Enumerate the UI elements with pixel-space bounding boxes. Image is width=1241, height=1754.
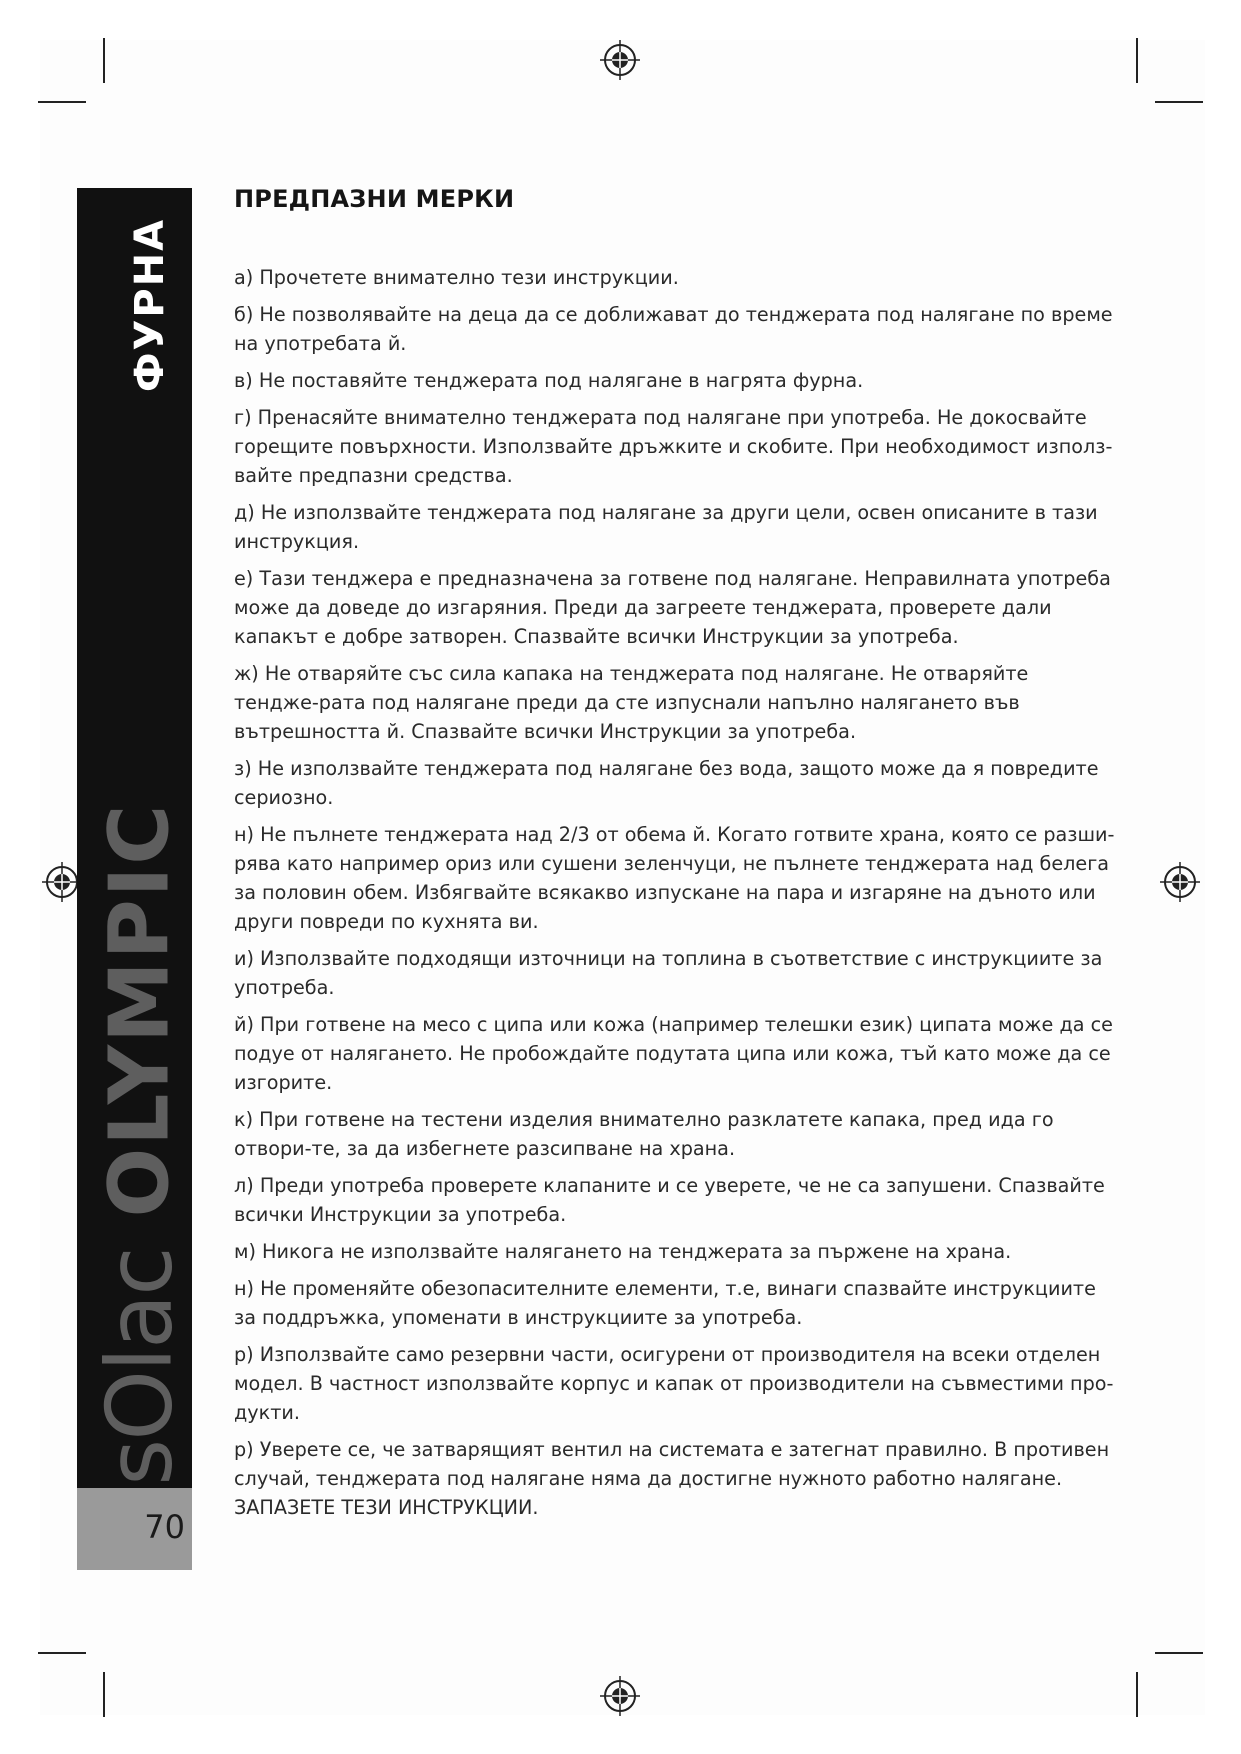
registration-mark-icon xyxy=(600,1676,640,1716)
crop-mark-top-right-vertical xyxy=(1136,38,1138,83)
crop-mark-bottom-left-vertical xyxy=(103,1672,105,1717)
crop-mark-bottom-right-vertical xyxy=(1136,1672,1138,1717)
instruction-paragraph: н) Не променяйте обезопасителните елементи, т.е, винаги спазвайте инструкциите за поддръжка, упоменати в инструкциите за употреба. xyxy=(234,1277,1096,1329)
instruction-paragraph: р) Използвайте само резервни части, осигурени от производителя на всеки отделен модел. В частност използвайте корпус и капак от производители на съвместими про-дукти. xyxy=(234,1343,1114,1424)
crop-mark-top-left-horizontal xyxy=(38,101,86,103)
instruction-paragraph: м) Никога не използвайте налягането на тенджерата за пържене на храна. xyxy=(234,1240,1012,1263)
instruction-paragraph: р) Уверете се, че затварящият вентил на системата е затегнат правилно. В противен случай, тенджерата под налягане няма да достигне нужното работно налягане. ЗАПАЗЕТЕ ТЕЗИ ИНСТРУКЦИИ. xyxy=(234,1438,1110,1519)
crop-mark-bottom-right-horizontal xyxy=(1155,1652,1203,1654)
instruction-paragraph: и) Използвайте подходящи източници на топлина в съответствие с инструкциите за употреба. xyxy=(234,947,1103,999)
page-title: ПРЕДПАЗНИ МЕРКИ xyxy=(234,185,515,213)
instruction-paragraph: н) Не пълнете тенджерата над 2/3 от обема й. Когато готвите храна, която се разши-рява като например ориз или сушени зеленчуци, не пълнете тенджерата над белега за половин обем. Избягвайте всякакво изпускане на пара и изгаряне на дъното или други повреди по кухнята ви. xyxy=(234,823,1115,933)
instruction-paragraph: г) Пренасяйте внимателно тенджерата под налягане при употреба. Не докосвайте горещите повърхности. Използвайте дръжките и скобите. При необходимост използ-вайте предпазни средства. xyxy=(234,406,1113,487)
brand-logo-olympic: OLYMPIC xyxy=(92,802,188,1218)
crop-mark-top-left-vertical xyxy=(103,38,105,83)
instruction-paragraph: д) Не използвайте тенджерата под налягане за други цели, освен описаните в тази инструкция. xyxy=(234,501,1098,553)
registration-mark-icon xyxy=(1160,862,1200,902)
instruction-paragraph: з) Не използвайте тенджерата под налягане без вода, защото може да я повредите сериозно. xyxy=(234,757,1099,809)
registration-mark-icon xyxy=(42,862,82,902)
instruction-paragraph: й) При готвене на месо с ципа или кожа (например телешки език) ципата може да се подуе от налягането. Не пробождайте подутата ципа или кожа, тъй като може да се изгорите. xyxy=(234,1013,1113,1094)
section-label: ФУРНА xyxy=(127,217,173,393)
instructions-list xyxy=(234,263,1119,1530)
brand-logo-solac: sOlac xyxy=(87,1248,193,1486)
crop-mark-top-right-horizontal xyxy=(1155,101,1203,103)
instruction-paragraph: а) Прочетете внимателно тези инструкции. xyxy=(234,266,679,289)
instruction-paragraph: к) При готвене на тестени изделия внимателно разклатете капака, пред ида го отвори-те, за да избегнете разсипване на храна. xyxy=(234,1108,1054,1160)
instruction-paragraph: б) Не позволявайте на деца да се доближават до тенджерата под налягане по време на употребата й. xyxy=(234,303,1113,355)
instruction-paragraph: в) Не поставяйте тенджерата под налягане в нагрята фурна. xyxy=(234,369,864,392)
registration-mark-icon xyxy=(600,40,640,80)
instruction-paragraph: л) Преди употреба проверете клапаните и се уверете, че не са запушени. Спазвайте всички Инструкции за употреба. xyxy=(234,1174,1105,1226)
crop-mark-bottom-left-horizontal xyxy=(38,1652,86,1654)
page-number: 70 xyxy=(144,1508,185,1546)
instruction-paragraph: ж) Не отваряйте със сила капака на тенджерата под налягане. Не отваряйте тендже-рата под налягане преди да сте изпуснали напълно налягането във вътрешността й. Спазвайте всички Инструкции за употреба. xyxy=(234,662,1029,743)
instruction-paragraph: е) Тази тенджера е предназначена за готвене под налягане. Неправилната употреба може да доведе до изгаряния. Преди да загреете тенджерата, проверете дали капакът е добре затворен. Спазвайте всички Инструкции за употреба. xyxy=(234,567,1111,648)
